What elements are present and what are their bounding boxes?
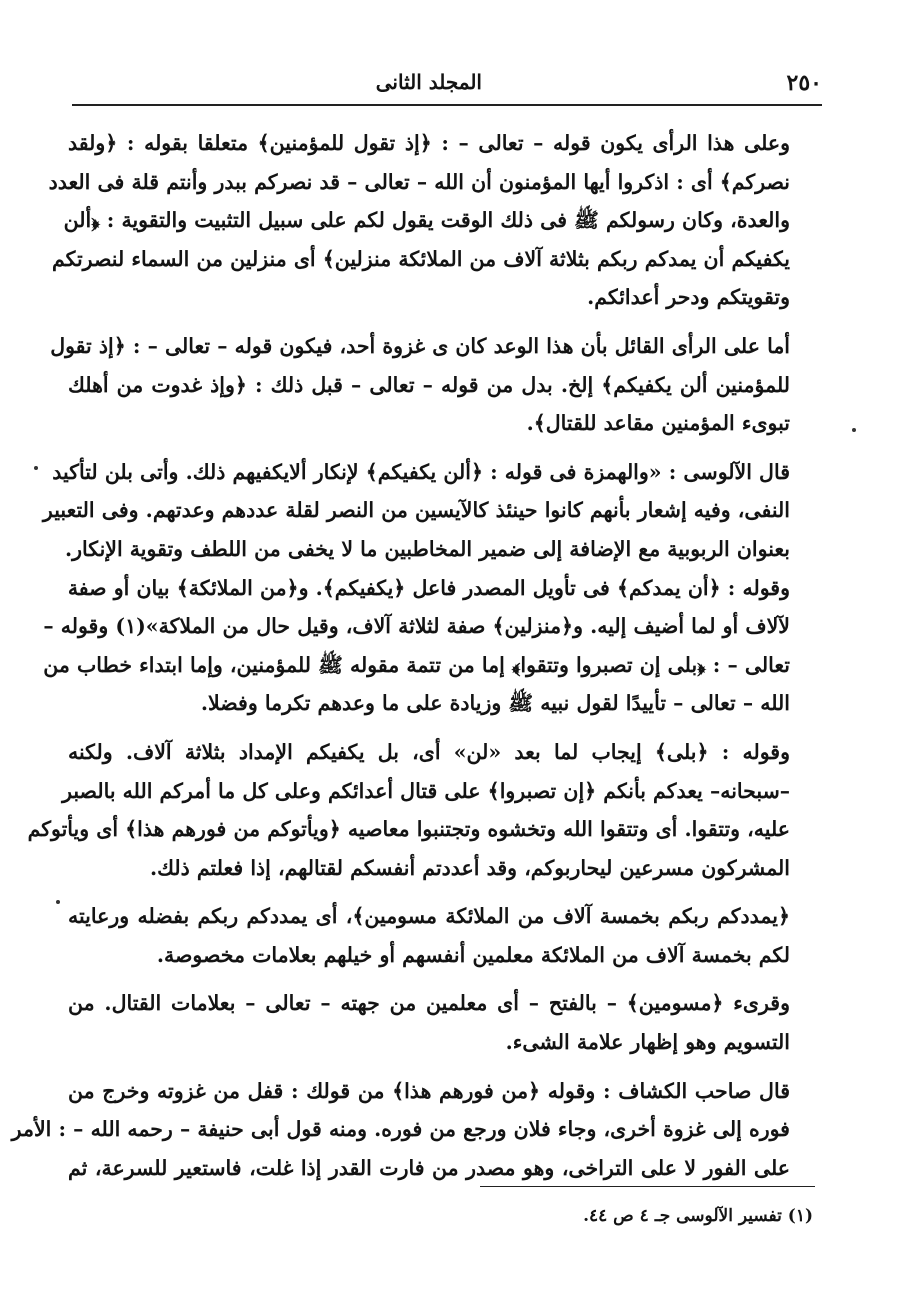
text-line: أما على الرأى القائل بأن هذا الوعد كان ى غزوة أحد، فيكون قوله – تعالى – : ﴿إذ تقول [50,333,790,358]
text-line: قال صاحب الكشاف : وقوله ﴿من فورهم هذا﴾ من قولك : قفل من غزوته وخرج من [68,1078,790,1103]
text-line: وعلى هذا الرأى يكون قوله – تعالى – : ﴿إذ تقول للمؤمنين﴾ متعلقا بقوله : ﴿ولقد [68,131,790,155]
footnote-rule [480,1186,815,1187]
paragraph [68,897,820,974]
header-rule [72,104,822,106]
text-line: تبوىء المؤمنين مقاعد للقتال﴾. [526,411,790,436]
text-line: وقوله : ﴿أن يمدكم﴾ فى تأويل المصدر فاعل ﴿يكفيكم﴾. و﴿من الملائكة﴾ بيان أو صفة [67,575,790,600]
paragraph [48,124,820,317]
text-line: نصركم﴾ أى : اذكروا أيها المؤمنون أن الله – تعالى – قد نصركم ببدر وأنتم قلة فى العدد [48,169,790,194]
text-line: المشركون مسرعين ليحاربوكم، وقد أعددتم أنفسكم لقتالهم، إذا فعلتم ذلك. [149,855,790,880]
paragraph [27,733,820,887]
text-line: الله – تعالى – تأييدًا لقول نبيه ﷺ وزيادة على ما وعدهم تكرما وفضلا. [200,691,790,716]
scan-speck [852,428,856,432]
text-line: وقرىء ﴿مسومين﴾ – بالفتح – أى معلمين من جهته – تعالى – بعلامات القتال. من [68,991,790,1016]
text-line: وقوله : ﴿بلى﴾ إيجاب لما بعد «لن» أى، بل يكفيكم الإمداد بثلاثة آلاف. ولكنه [68,739,790,764]
text-line: على الفور لا على التراخى، وهو مصدر من فارت القدر إذا غلت، فاستعير للسرعة، ثم [68,1155,790,1180]
page-header [72,60,822,100]
text-line: بعنوان الربوبية مع الإضافة إلى ضمير المخاطبين ما لا يخفى من اللطف وتقوية الإنكار. [64,536,790,561]
text-line: لكم بخمسة آلاف من الملائكة معلمين أنفسهم أو خيلهم بعلامات مخصوصة. [156,942,790,967]
running-title: المجلد الثانى [375,70,482,94]
text-line: للمؤمنين ألن يكفيكم﴾ إلخ. بدل من قوله – تعالى – قبل ذلك : ﴿وإذ غدوت من أهلك [68,372,790,397]
text-line: وتقويتكم ودحر أعدائكم. [587,285,790,310]
text-line: عليه، وتتقوا. أى وتتقوا الله وتخشوه وتجتنبوا معاصيه ﴿ويأتوكم من فورهم هذا﴾ أى ويأتوكم [27,817,790,842]
scan-speck [56,900,60,904]
text-line: قال الآلوسى : «والهمزة فى قوله : ﴿ألن يكفيكم﴾ لإنكار ألايكفيهم ذلك. وأتى بلن لتأكيد [52,459,790,484]
text-line: والعدة، وكان رسولكم ﷺ فى ذلك الوقت يقول لكم على سبيل التثبيت والتقوية : ﴿ألن [63,208,790,233]
text-line: التسويم وهو إظهار علامة الشىء. [505,1030,790,1055]
text-line: –سبحانه– يعدكم بأنكم ﴿إن تصبروا﴾ على قتال أعدائكم وعلى كل ما أمركم الله بالصبر [62,778,790,803]
text-line: لآلاف أو لما أضيف إليه. و﴿منزلين﴾ صفة لثلاثة آلاف، وقيل حال من الملاكة»(١) وقوله – [43,614,790,639]
scan-speck [34,466,38,470]
text-line: يكفيكم أن يمدكم ربكم بثلاثة آلاف من الملائكة منزلين﴾ أى منزلين من السماء لنصرتكم [52,246,790,271]
text-line: فوره إلى غزوة أخرى، وجاء فلان ورجع من فوره. ومنه قول أبى حنيفة – رحمه الله – : الأمر [11,1117,790,1142]
page-body [11,124,820,1197]
text-line: النفى، وفيه إشعار بأنهم كانوا حينئذ كالآيسين من النصر لقلة عددهم وعدتهم. وفى التعبير [42,498,790,523]
footnote: (١) تفسير الآلوسى جـ ٤ ص ٤٤. [583,1206,813,1226]
page-number: ٢٥٠ [786,70,822,96]
paragraph [68,984,820,1061]
paragraph [42,453,820,723]
paragraph [50,327,820,443]
paragraph [11,1072,820,1188]
text-line: ﴿يمددكم ربكم بخمسة آلاف من الملائكة مسومين﴾، أى يمددكم ربكم بفضله ورعايته [68,904,790,929]
text-line: تعالى – : ﴿بلى إن تصبروا وتتقوا﴾ إما من تتمة مقوله ﷺ للمؤمنين، وإما ابتداء خطاب من [43,652,790,677]
